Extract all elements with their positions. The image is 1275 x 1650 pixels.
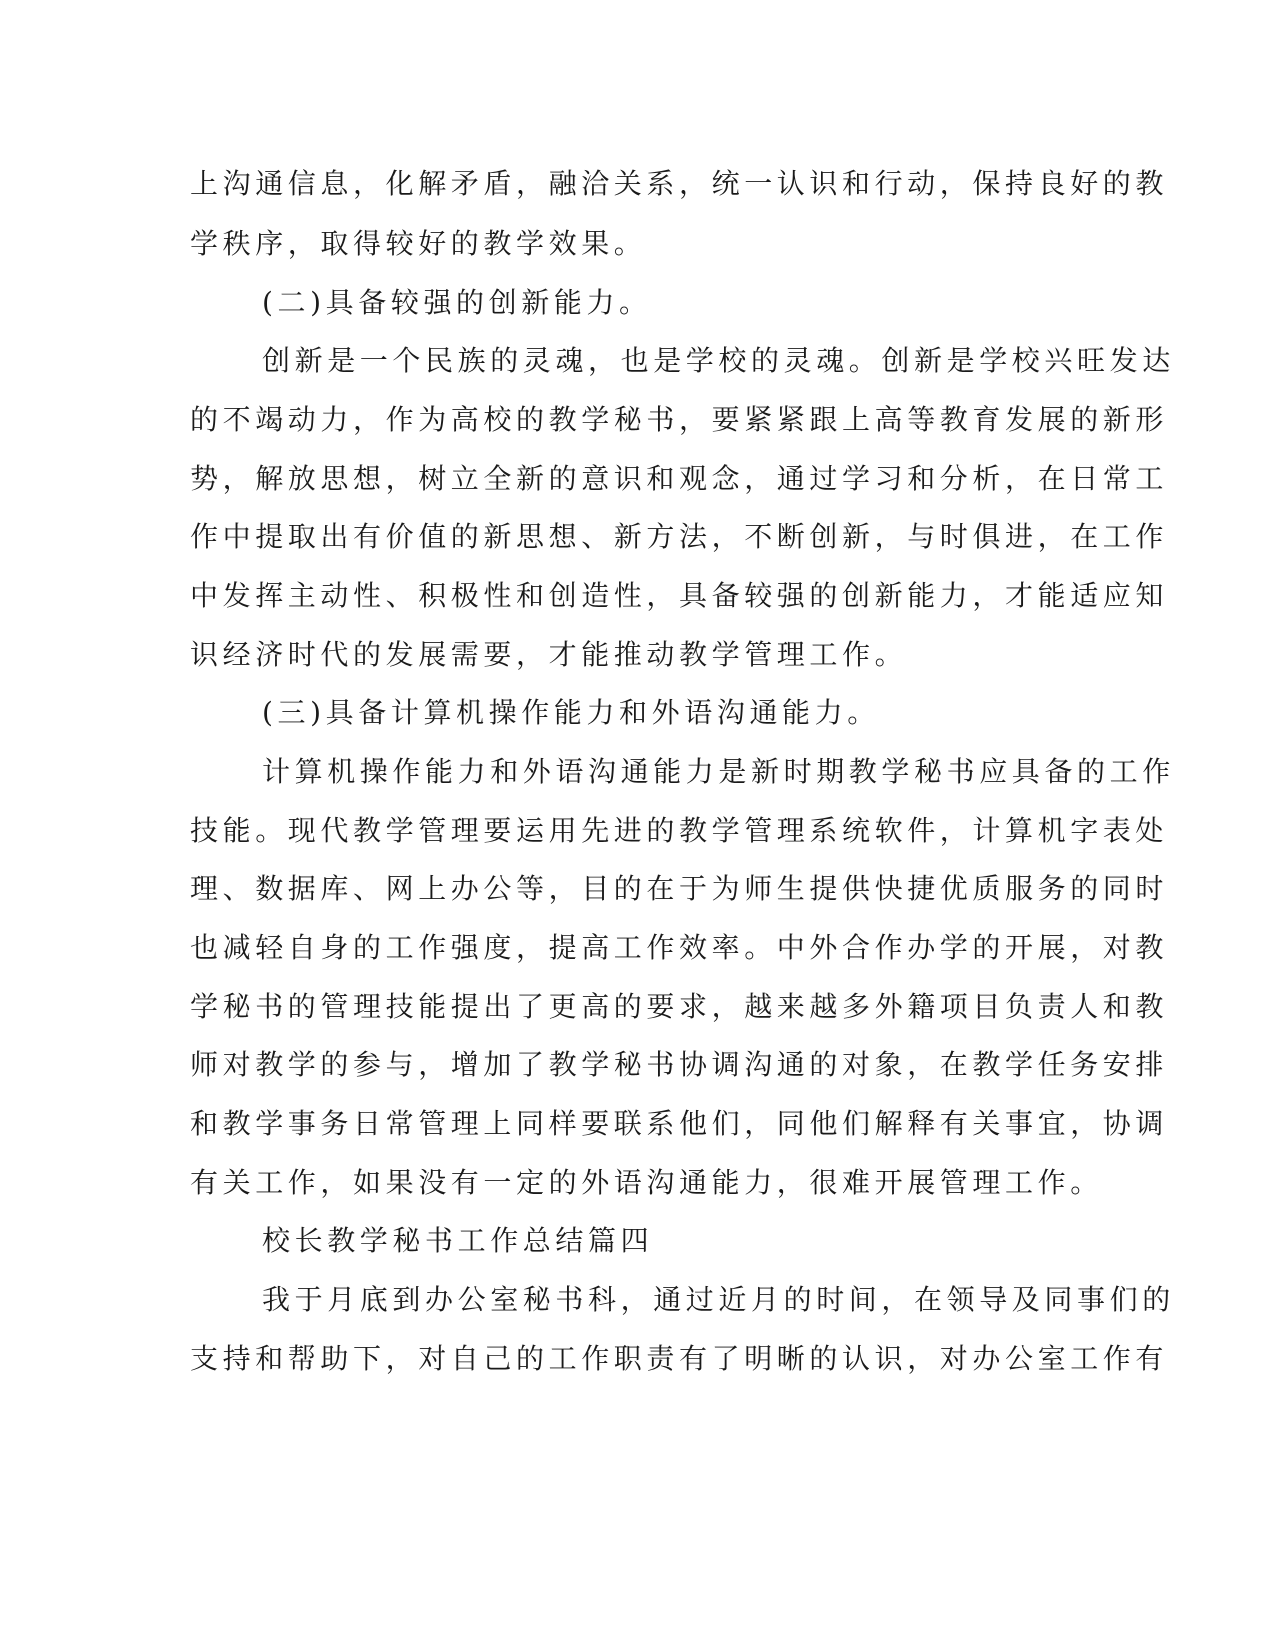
section-heading: (三)具备计算机操作能力和外语沟通能力。 (262, 696, 880, 729)
text-line: 学秘书的管理技能提出了更高的要求，越来越多外籍项目负责人和教 (190, 990, 1169, 1023)
text-line: 计算机操作能力和外语沟通能力是新时期教学秘书应具备的工作 (262, 755, 1175, 788)
text-line: 技能。现代教学管理要运用先进的教学管理系统软件，计算机字表处 (190, 814, 1169, 847)
text-line: 的不竭动力，作为高校的教学秘书，要紧紧跟上高等教育发展的新形 (190, 403, 1169, 436)
text-line: 和教学事务日常管理上同样要联系他们，同他们解释有关事宜，协调 (190, 1107, 1169, 1140)
text-line: 中发挥主动性、积极性和创造性，具备较强的创新能力，才能适应知 (190, 579, 1169, 612)
text-line: 有关工作，如果没有一定的外语沟通能力，很难开展管理工作。 (190, 1166, 1103, 1199)
text-line: 也减轻自身的工作强度，提高工作效率。中外合作办学的开展，对教 (190, 931, 1169, 964)
text-line: 我于月底到办公室秘书科，通过近月的时间，在领导及同事们的 (262, 1283, 1175, 1316)
text-line: 作中提取出有价值的新思想、新方法，不断创新，与时俱进，在工作 (190, 520, 1169, 553)
text-line: 理、数据库、网上办公等，目的在于为师生提供快捷优质服务的同时 (190, 872, 1169, 905)
section-heading: 校长教学秘书工作总结篇四 (262, 1224, 654, 1257)
text-line: 势，解放思想，树立全新的意识和观念，通过学习和分析，在日常工 (190, 462, 1169, 495)
text-line: 学秩序，取得较好的教学效果。 (190, 227, 647, 260)
text-line: 创新是一个民族的灵魂，也是学校的灵魂。创新是学校兴旺发达 (262, 344, 1175, 377)
text-line: 上沟通信息，化解矛盾，融洽关系，统一认识和行动，保持良好的教 (190, 167, 1169, 200)
text-line: 识经济时代的发展需要，才能推动教学管理工作。 (190, 638, 908, 671)
text-line: 支持和帮助下，对自己的工作职责有了明晰的认识，对办公室工作有 (190, 1342, 1169, 1375)
text-line: 师对教学的参与，增加了教学秘书协调沟通的对象，在教学任务安排 (190, 1048, 1169, 1081)
section-heading: (二)具备较强的创新能力。 (262, 286, 652, 319)
